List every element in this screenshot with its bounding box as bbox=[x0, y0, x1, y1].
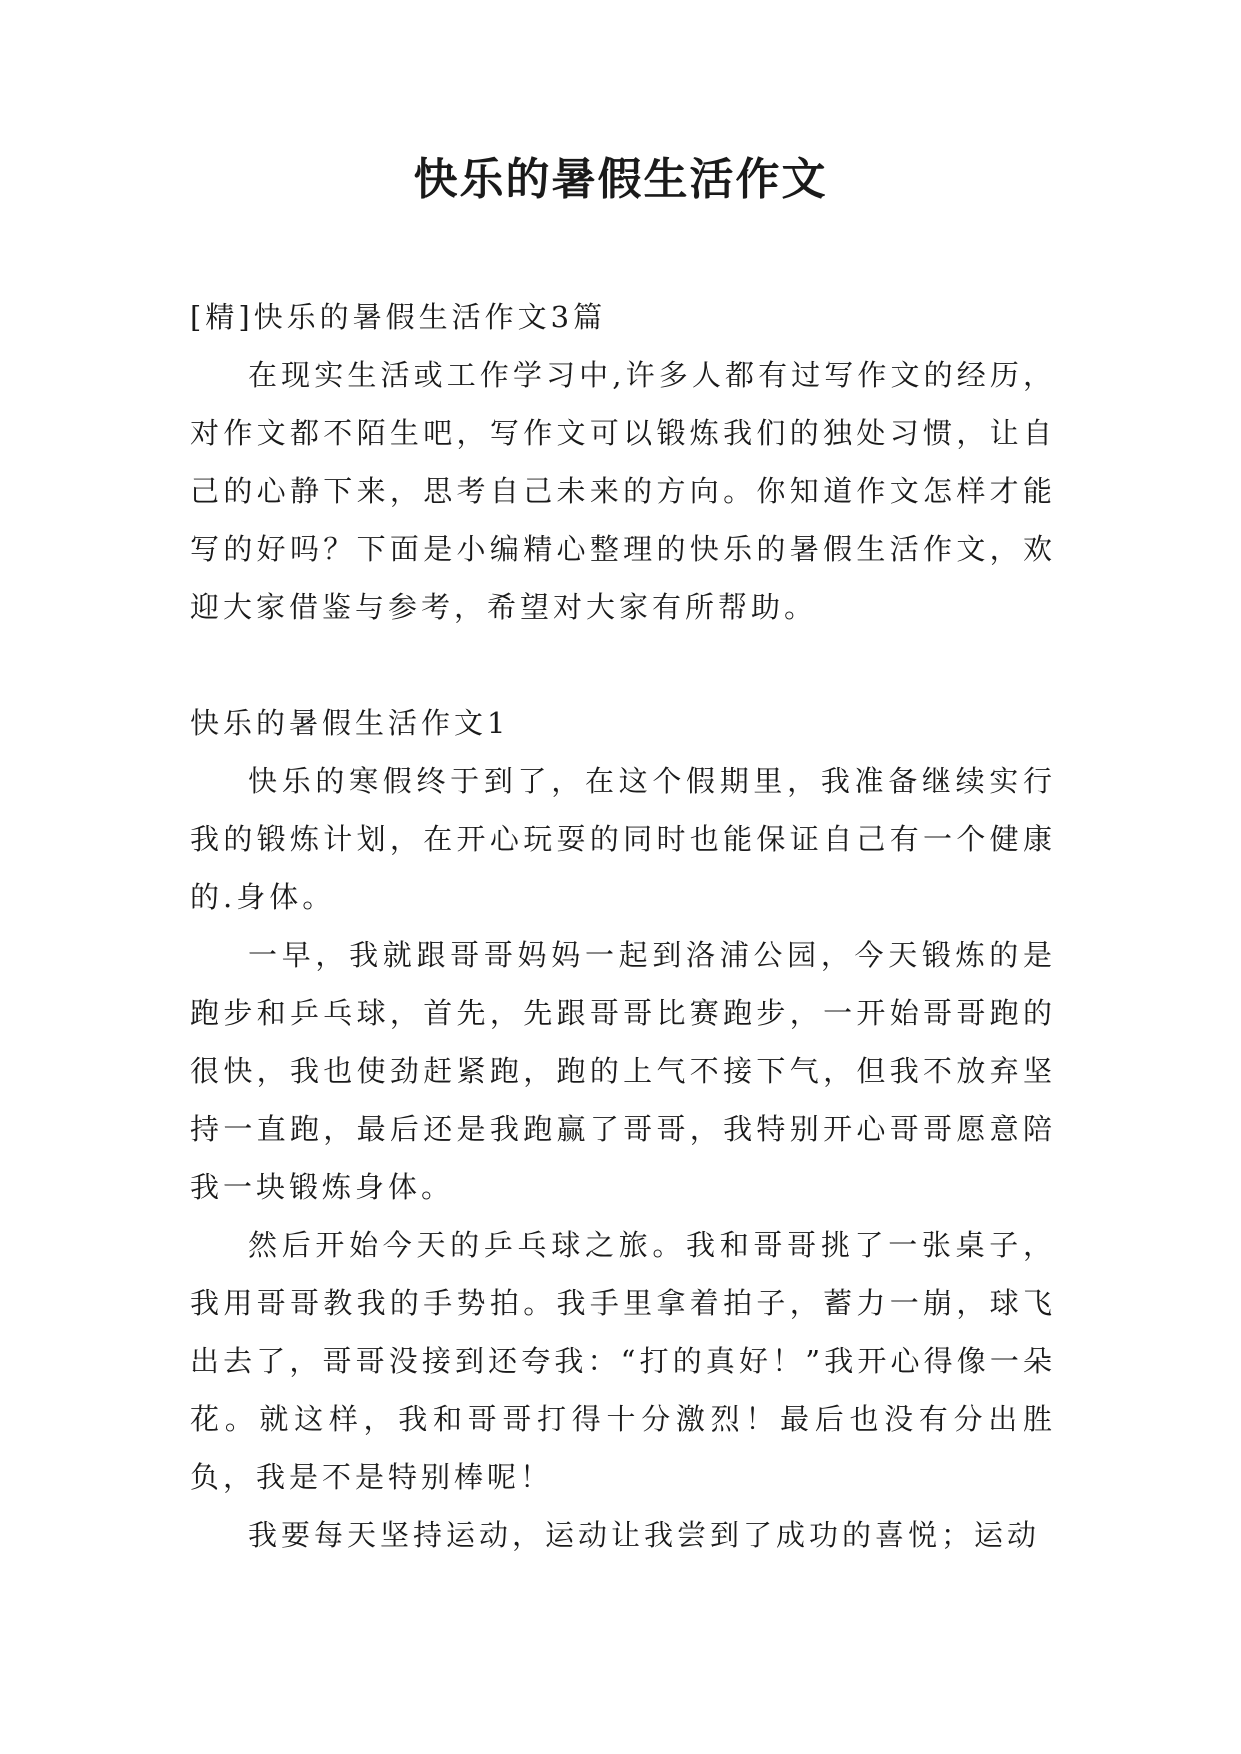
body-paragraph: 一早，我就跟哥哥妈妈一起到洛浦公园，今天锻炼的是跑步和乒乓球，首先，先跟哥哥比赛跑步，一开始哥哥跑的很快，我也使劲赶紧跑，跑的上气不接下气，但我不放弃坚持一直跑，最后还是我跑赢了哥哥，我特别开心哥哥愿意陪我一块锻炼身体。 bbox=[190, 938, 1056, 1204]
document-subtitle: [精]快乐的暑假生活作文3篇 bbox=[190, 300, 607, 334]
document-body bbox=[190, 288, 1056, 1564]
intro-paragraph: 在现实生活或工作学习中,许多人都有过写作文的经历，对作文都不陌生吧，写作文可以锻炼我们的独处习惯，让自己的心静下来，思考自己未来的方向。你知道作文怎样才能写的好吗？下面是小编精心整理的快乐的暑假生活作文，欢迎大家借鉴与参考，希望对大家有所帮助。 bbox=[190, 358, 1056, 624]
section-spacer bbox=[190, 636, 1056, 694]
body-paragraph: 快乐的寒假终于到了，在这个假期里，我准备继续实行我的锻炼计划，在开心玩耍的同时也能保证自己有一个健康的.身体。 bbox=[190, 764, 1056, 914]
body-paragraph: 我要每天坚持运动，运动让我尝到了成功的喜悦；运动 bbox=[248, 1518, 1041, 1552]
section-heading: 快乐的暑假生活作文1 bbox=[190, 706, 510, 740]
body-paragraph: 然后开始今天的乒乓球之旅。我和哥哥挑了一张桌子，我用哥哥教我的手势拍。我手里拿着拍子，蓄力一崩，球飞出去了，哥哥没接到还夸我：“打的真好！”我开心得像一朵花。就这样，我和哥哥打得十分激烈！最后也没有分出胜负，我是不是特别棒呢！ bbox=[190, 1228, 1056, 1494]
document-title: 快乐的暑假生活作文 bbox=[413, 154, 828, 205]
